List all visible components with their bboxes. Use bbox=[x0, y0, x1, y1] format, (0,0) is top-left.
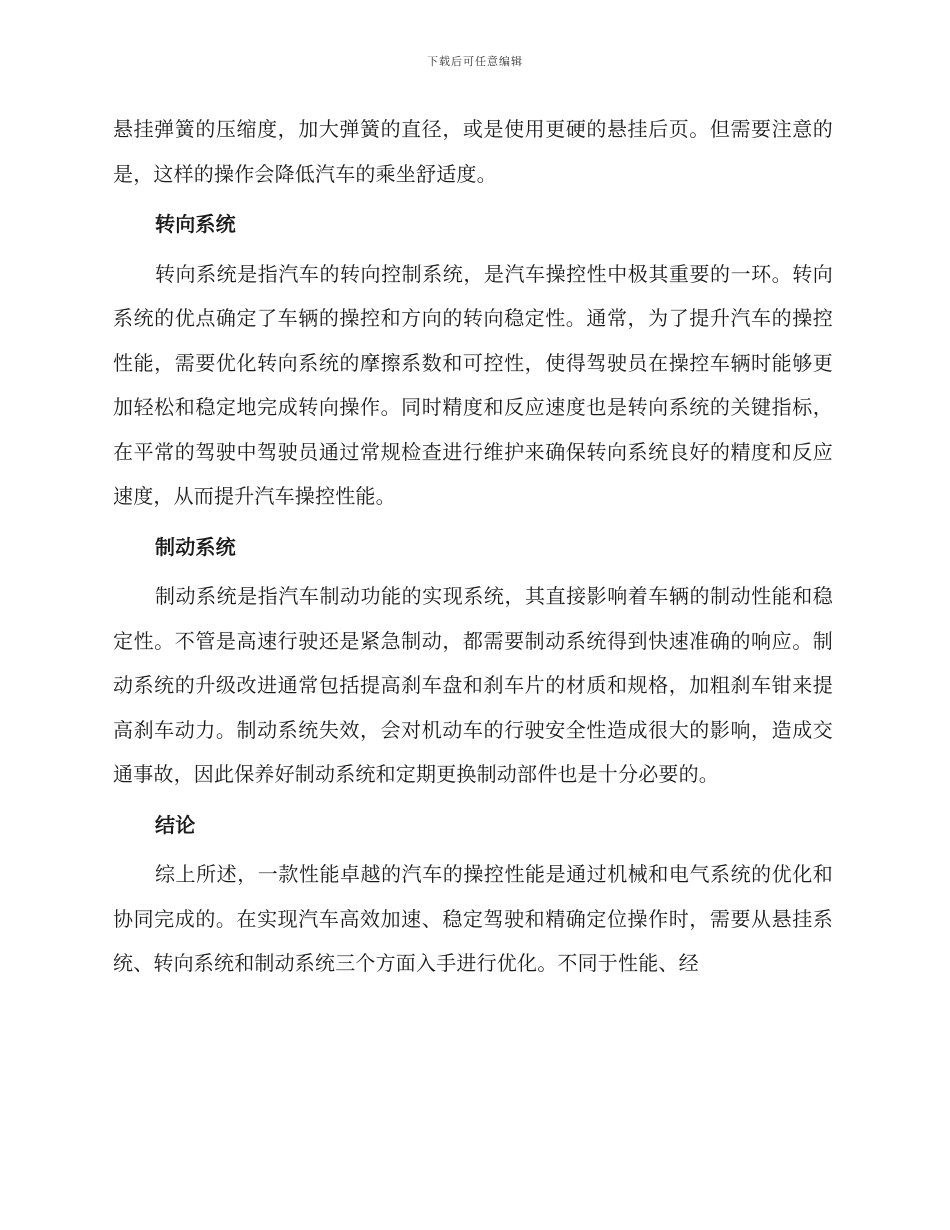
document-body bbox=[113, 107, 833, 986]
page-header-note: 下载后可任意编辑 bbox=[427, 55, 523, 68]
steering-paragraph: 转向系统是指汽车的转向控制系统，是汽车操控性中极其重要的一环。转向系统的优点确定了车辆的操控和方向的转向稳定性。通常，为了提升汽车的操控性能，需要优化转向系统的摩擦系数和可控性，使得驾驶员在操控车辆时能够更加轻松和稳定地完成转向操作。同时精度和反应速度也是转向系统的关键指标，在平常的驾驶中驾驶员通过常规检查进行维护来确保转向系统良好的精度和反应速度，从而提升汽车操控性能。 bbox=[113, 261, 833, 508]
section-heading-steering: 转向系统 bbox=[155, 212, 236, 236]
intro-paragraph: 悬挂弹簧的压缩度，加大弹簧的直径，或是使用更硬的悬挂后页。但需要注意的是，这样的操作会降低汽车的乘坐舒适度。 bbox=[113, 117, 833, 186]
section-heading-braking: 制动系统 bbox=[155, 534, 236, 559]
braking-paragraph: 制动系统是指汽车制动功能的实现系统，其直接影响着车辆的制动性能和稳定性。不管是高速行驶还是紧急制动，都需要制动系统得到快速准确的响应。制动系统的升级改进通常包括提高刹车盘和刹车片的材质和规格，加粗刹车钳来提高刹车动力。制动系统失效，会对机动车的行驶安全性造成很大的影响，造成交通事故，因此保养好制动系统和定期更换制动部件也是十分必要的。 bbox=[113, 584, 833, 786]
section-heading-conclusion: 结论 bbox=[155, 812, 196, 837]
conclusion-paragraph: 综上所述，一款性能卓越的汽车的操控性能是通过机械和电气系统的优化和协同完成的。在实现汽车高效加速、稳定驾驶和精确定位操作时，需要从悬挂系统、转向系统和制动系统三个方面入手进行优化。不同于性能、经 bbox=[113, 862, 833, 975]
